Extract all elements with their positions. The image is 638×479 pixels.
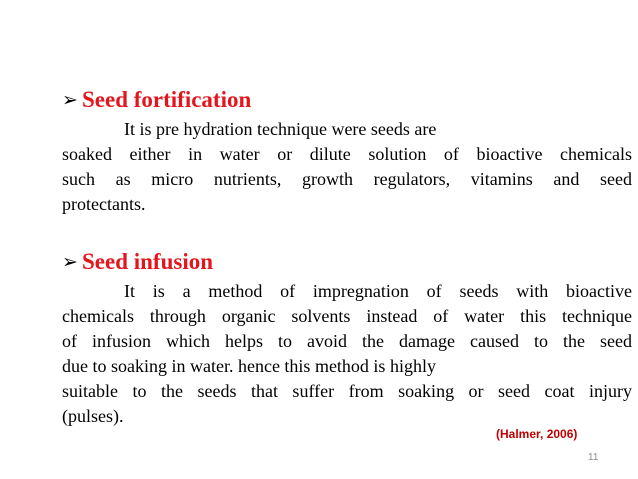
paragraph-line: such as micro nutrients, growth regulators, vitamins and seed [62,169,632,189]
paragraph-line: suitable to the seeds that suffer from soaking or seed coat injury [62,381,632,401]
page-number: 11 [588,452,599,463]
paragraph-line: It is a method of impregnation of seeds with bioactive [124,281,632,301]
citation: (Halmer, 2006) [496,427,578,441]
heading-text: Seed fortification [82,87,252,112]
section-heading [62,85,632,115]
section-seed-fortification [62,85,632,217]
paragraph-line: of infusion which helps to avoid the damage caused to the seed [62,331,632,351]
section-seed-infusion [62,247,632,429]
paragraph-line: chemicals through organic solvents instead of water this technique [62,306,632,326]
arrow-bullet-icon: ➢ [62,251,78,273]
section-paragraph [62,279,632,429]
paragraph-line: protectants. [62,194,146,214]
paragraph-line: soaked either in water or dilute solution of bioactive chemicals [62,144,632,164]
heading-text: Seed infusion [82,249,214,274]
section-paragraph [62,117,632,217]
paragraph-line: due to soaking in water. hence this method is highly [62,356,436,376]
arrow-bullet-icon: ➢ [62,89,78,111]
paragraph-line: (pulses). [62,406,124,426]
section-heading [62,247,632,277]
paragraph-line: It is pre hydration technique were seeds are [124,119,437,139]
